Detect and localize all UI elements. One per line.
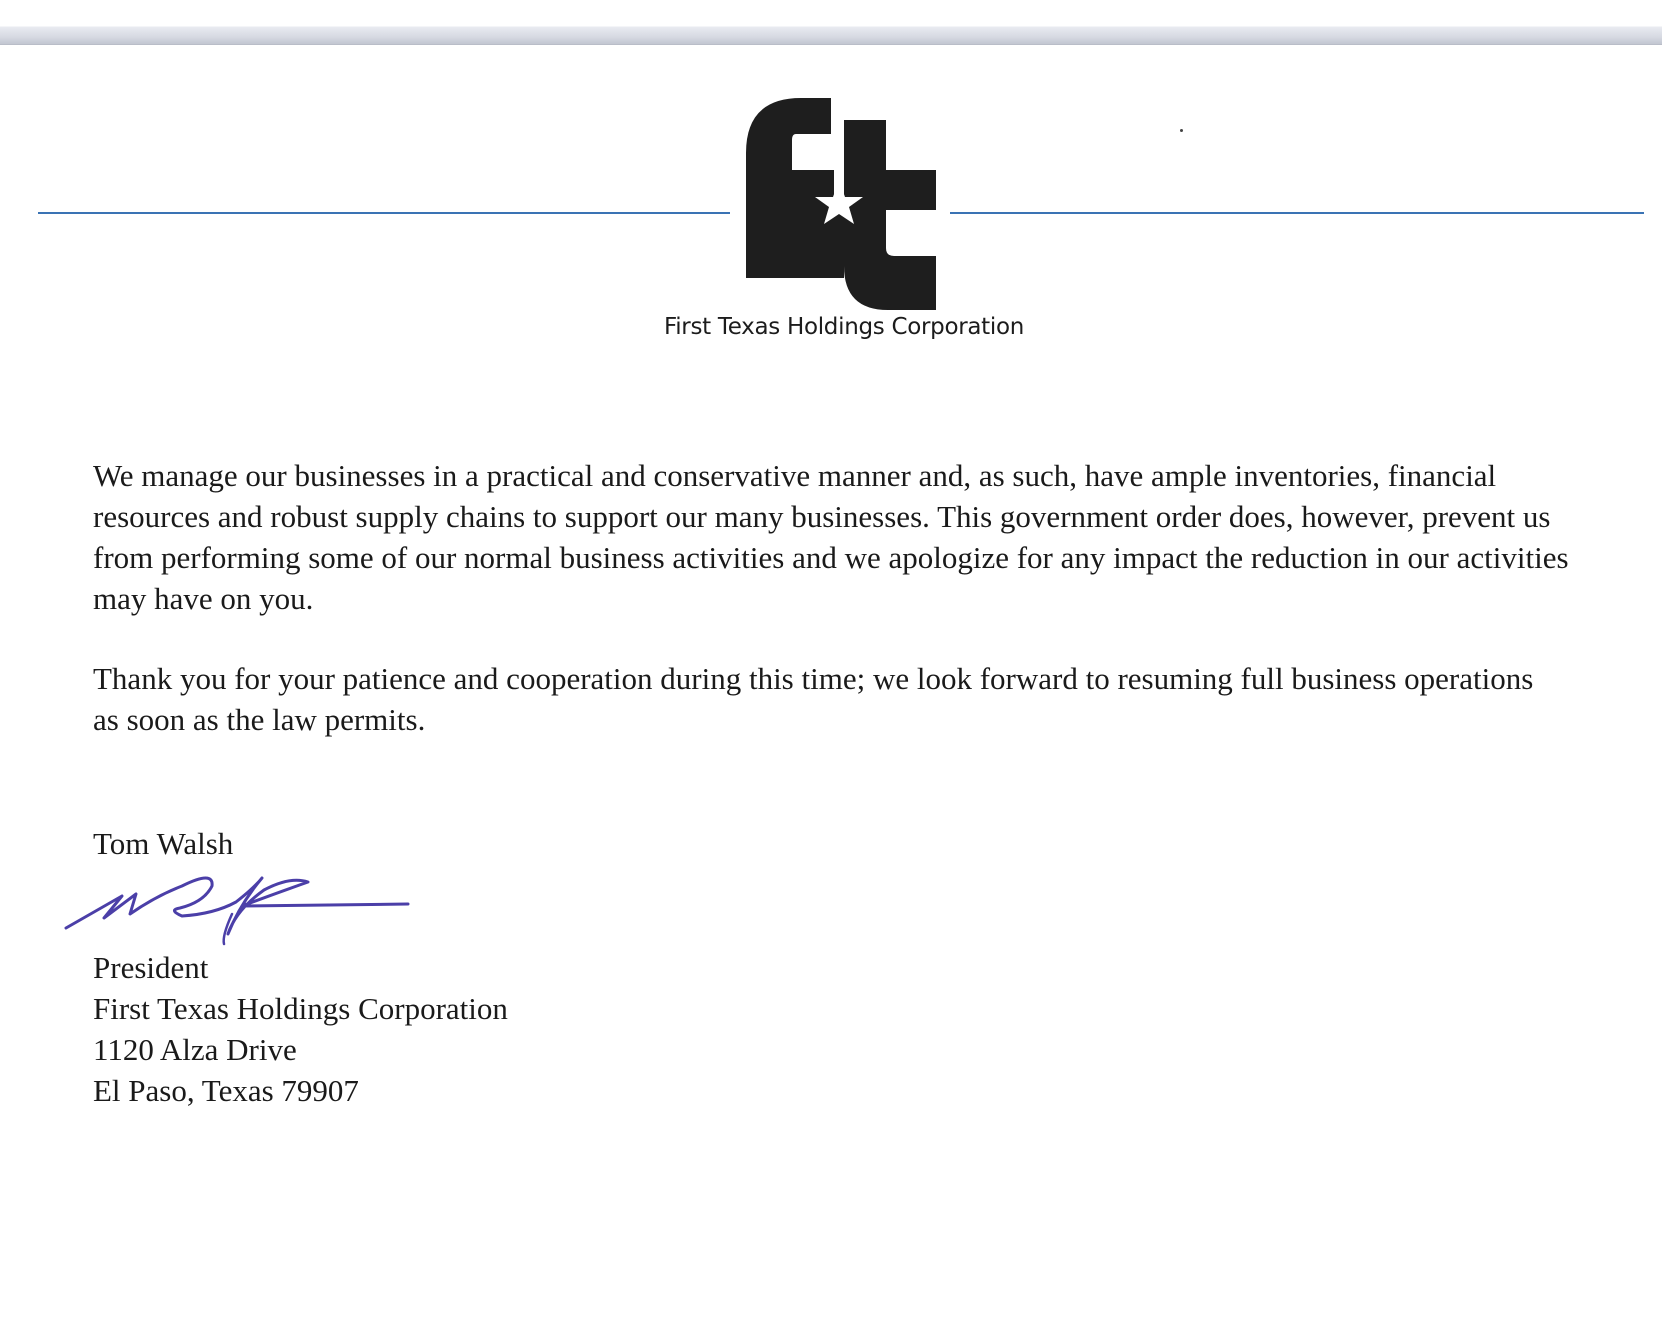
scan-speck xyxy=(1180,129,1183,132)
logo-company-caption: First Texas Holdings Corporation xyxy=(663,314,1025,340)
signer-organization: First Texas Holdings Corporation xyxy=(93,991,508,1026)
signer-title: President xyxy=(93,950,209,985)
body-paragraph-2: Thank you for your patience and cooperation during this time; we look forward to resuming full business operations as soon as the law permits. xyxy=(93,661,1534,737)
ft-star-logo-icon xyxy=(746,98,940,310)
letterhead-rule-right xyxy=(950,212,1644,214)
letterhead-rule-left xyxy=(38,212,730,214)
body-paragraph-1: We manage our businesses in a practical and conservative manner and, as such, have ample inventories, financial resources and robust supply chains to support our many businesses. This government order does, however, prevent us from performing some of our normal business activities and we apologize for any impact the reduction in our activities may have on you. xyxy=(93,458,1569,616)
handwritten-signature-icon xyxy=(64,856,444,948)
address-line-1: 1120 Alza Drive xyxy=(93,1032,297,1067)
address-line-2: El Paso, Texas 79907 xyxy=(93,1073,359,1108)
signer-name: Tom Walsh xyxy=(93,826,234,861)
window-top-bar xyxy=(0,0,1662,45)
